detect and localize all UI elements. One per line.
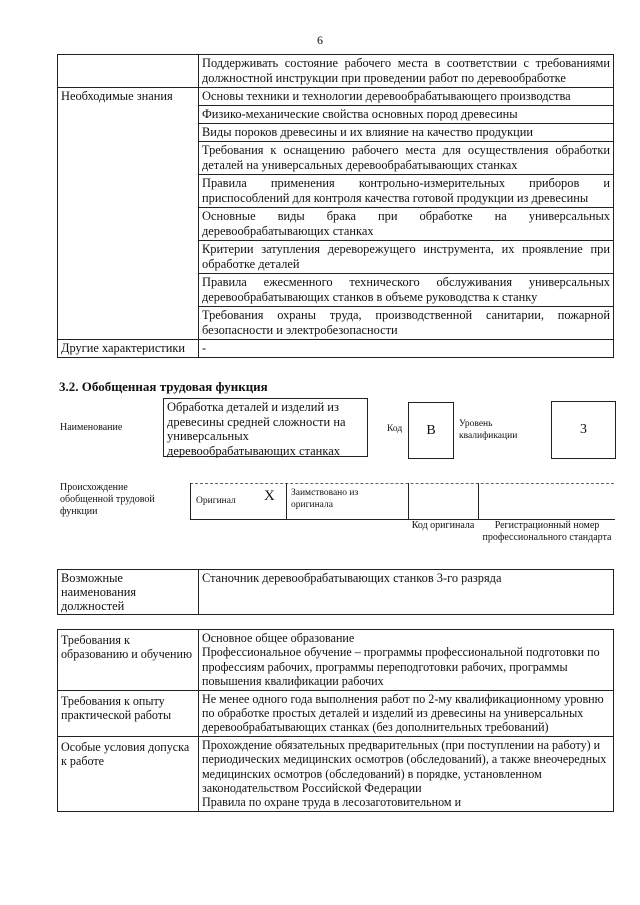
requirement-value [199, 736, 614, 811]
reg-number-cell [478, 483, 615, 520]
original-label: Оригинал [196, 496, 236, 506]
knowledge-row-value: Правила применения контрольно-измерительных приборов и приспособлений для контроля качества готовой продукции из древесины [199, 175, 614, 208]
page-number: 6 [317, 33, 323, 47]
knowledge-row-label [58, 106, 199, 124]
requirement-row [58, 630, 614, 691]
code-original-caption: Код оригинала [411, 520, 475, 531]
knowledge-row-value: Виды пороков древесины и их влияние на качество продукции [199, 124, 614, 142]
original-mark: X [264, 488, 275, 504]
knowledge-row [58, 106, 614, 124]
possible-names-label: Возможные наименования должностей [58, 570, 199, 615]
knowledge-row-label [58, 274, 199, 307]
knowledge-row [58, 55, 614, 88]
knowledge-row-value: - [199, 340, 614, 358]
requirement-line: Правила по охране труда в лесозаготовительном и [202, 795, 462, 810]
code-original-cell [408, 483, 479, 520]
knowledge-row-value: Основы техники и технологии деревообрабатывающего производства [199, 88, 614, 106]
knowledge-row [58, 274, 614, 307]
knowledge-table [57, 54, 614, 358]
requirement-label: Требования к образованию и обучению [58, 630, 199, 691]
requirement-line: Основное общее образование [202, 631, 355, 645]
knowledge-row-label [58, 124, 199, 142]
knowledge-row-value: Требования к оснащению рабочего места для осуществления обработки деталей на универсальных деревообрабатывающих станках [199, 142, 614, 175]
requirement-label: Особые условия допуска к работе [58, 736, 199, 811]
knowledge-row [58, 142, 614, 175]
knowledge-row-label [58, 55, 199, 88]
borrowed-label: Заимствовано из оригинала [291, 488, 359, 510]
reg-number-caption: Регистрационный номер профессионального стандарта [482, 520, 612, 543]
level-label: Уровень квалификации [459, 419, 518, 441]
knowledge-row [58, 208, 614, 241]
knowledge-row [58, 340, 614, 358]
requirement-line: Не менее одного года выполнения работ по 2-му квалификационному уровню по обработке простых деталей и изделий из древесины на универсальных деревообрабатывающих станках (без дополнительных требований) [202, 691, 604, 735]
level-value-box: 3 [551, 401, 616, 459]
function-name-box: Обработка деталей и изделий из древесины средней сложности на универсальных деревообрабатывающих станках [163, 398, 368, 457]
requirement-line: Профессиональное обучение – программы профессиональной подготовки по профессиям рабочих, программы переподготовки рабочих, программы повышения квалификации рабочих [202, 645, 600, 689]
requirement-value [199, 690, 614, 736]
knowledge-row-value: Основные виды брака при обработке на универсальных деревообрабатывающих станках [199, 208, 614, 241]
requirements-table [57, 629, 614, 812]
knowledge-row [58, 88, 614, 106]
knowledge-row-value: Правила ежесменного технического обслуживания универсальных деревообрабатывающих станков в объеме руководства к станку [199, 274, 614, 307]
requirement-line: Прохождение обязательных предварительных (при поступлении на работу) и периодических медицинских осмотров (обследований), а также внеочередных медицинских осмотров (обследований) в порядке, установленном законодательством Российской Федерации [202, 737, 607, 796]
knowledge-row-value: Критерии затупления дереворежущего инструмента, их проявление при обработке деталей [199, 241, 614, 274]
origin-label: Происхождение обобщенной трудовой функции [60, 482, 155, 517]
requirement-row [58, 736, 614, 811]
section-title: 3.2. Обобщенная трудовая функция [59, 379, 268, 394]
knowledge-row-label [58, 142, 199, 175]
knowledge-row-label: Другие характеристики [58, 340, 199, 358]
knowledge-row-label [58, 175, 199, 208]
requirement-label: Требования к опыту практической работы [58, 690, 199, 736]
knowledge-row [58, 307, 614, 340]
knowledge-row-value: Требования охраны труда, производственной санитарии, пожарной безопасности и электробезопасности [199, 307, 614, 340]
possible-names-value: Станочник деревообрабатывающих станков 3-го разряда [199, 570, 614, 615]
knowledge-row-label [58, 241, 199, 274]
knowledge-row [58, 241, 614, 274]
code-value-box: B [408, 402, 454, 459]
requirement-row [58, 690, 614, 736]
requirement-value [199, 630, 614, 691]
knowledge-row-label [58, 208, 199, 241]
knowledge-row-label [58, 307, 199, 340]
knowledge-row [58, 175, 614, 208]
possible-names-table [57, 569, 614, 615]
knowledge-row-value: Поддерживать состояние рабочего места в соответствии с требованиями должностной инструкции при проведении работ по деревообработке [199, 55, 614, 88]
knowledge-row [58, 124, 614, 142]
code-label: Код [387, 424, 403, 434]
name-label: Наименование [60, 422, 123, 433]
knowledge-row-label: Необходимые знания [58, 88, 199, 106]
knowledge-row-value: Физико-механические свойства основных пород древесины [199, 106, 614, 124]
